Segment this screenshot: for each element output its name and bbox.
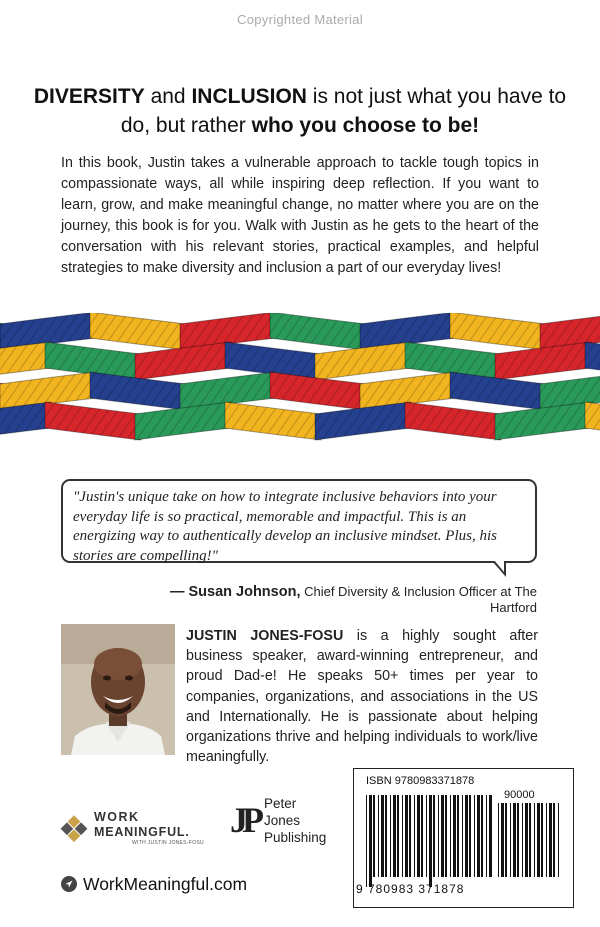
braided-rope-image — [0, 313, 600, 458]
barcode-bar — [397, 795, 399, 877]
barcode-bar — [414, 795, 415, 877]
barcode-bar — [426, 795, 427, 877]
intro-paragraph: In this book, Justin takes a vulnerable approach to tackle tough topics in compassionate ways, all while inspiring deep reflection. If you want to learn, grow, and make meaningful change, no matter where you are on the journey, this book is for you. Walk with Justin as he gets to the heart of the conversation with his relevant stories, practical examples, and helpful strategies to make diversity and inclusion a part of our everyday lives! — [61, 155, 539, 276]
website-link[interactable] — [61, 874, 247, 895]
barcode-bar — [546, 803, 547, 877]
barcode-bar — [381, 795, 384, 877]
publisher-logo — [230, 795, 345, 851]
barcode-bar — [553, 803, 555, 877]
braid-strand-texture — [585, 342, 600, 380]
publisher-line-2: Jones — [264, 813, 301, 828]
barcode-bar — [481, 795, 483, 877]
barcode-bar — [513, 803, 516, 877]
barcode-bar — [501, 803, 504, 877]
testimonial-attribution — [140, 584, 537, 615]
braid-strand-texture — [0, 402, 51, 440]
barcode-bar — [486, 795, 487, 877]
barcode-bar — [453, 795, 456, 877]
copyright-watermark: Copyrighted Material — [237, 12, 363, 27]
barcode-bar — [429, 795, 432, 887]
author-bio — [186, 626, 538, 767]
attribution-role: Chief Diversity & Inclusion Officer at The Hartford — [300, 584, 537, 615]
testimonial-text: "Justin's unique take on how to integrate inclusive behaviors into your everyday life is so practical, memorable and impactful. This is an energizing way to authentically develop an inclusive mindset. Plus, his stories are compelling!" — [73, 489, 497, 564]
barcode-bar — [378, 795, 379, 877]
publisher-line-1: Peter — [264, 796, 297, 811]
headline-and: and — [144, 85, 192, 108]
barcode-bar — [541, 803, 543, 877]
isbn-barcode — [353, 768, 574, 908]
barcode-bar — [462, 795, 463, 877]
attribution-dash: — — [169, 584, 189, 600]
headline-middle: is not just what you have to do, but rather — [120, 85, 567, 137]
braid-strand-texture — [585, 402, 600, 440]
barcode-bars-main — [366, 795, 494, 887]
barcode-bar — [417, 795, 420, 877]
author-name: JUSTIN JONES-FOSU — [186, 628, 344, 644]
barcode-bar — [549, 803, 552, 877]
barcode-bar — [522, 803, 523, 877]
headline — [30, 82, 570, 140]
headline-inclusion: INCLUSION — [191, 85, 307, 108]
author-portrait-icon — [61, 624, 175, 755]
barcode-bar — [474, 795, 475, 877]
barcode-bar — [510, 803, 511, 877]
barcode-bar — [517, 803, 519, 877]
headline-emphasis: who you choose to be! — [251, 114, 480, 137]
barcode-bars-addon — [498, 803, 562, 887]
barcode-bar — [465, 795, 468, 877]
barcode-bar — [469, 795, 471, 877]
barcode-bar — [390, 795, 391, 877]
barcode-bar — [433, 795, 435, 877]
barcode-bar — [445, 795, 447, 877]
barcode-bar — [385, 795, 387, 877]
testimonial-quote-box — [61, 479, 537, 563]
barcode-bar — [537, 803, 540, 877]
barcode-bar — [450, 795, 451, 877]
logo-tagline: WITH JUSTIN JONES-FOSU — [132, 840, 204, 846]
work-meaningful-logo — [60, 806, 210, 850]
headline-diversity: DIVERSITY — [33, 85, 145, 108]
author-bio-text: is a highly sought after business speaker, award-winning entrepreneur, and proud Dad-e! He speaks 50+ times per year to companies, organizations, and associations in the US and Internationally. He is passionate about helping organizations thrive and helping individuals to work/live meaningfully. — [186, 628, 538, 766]
barcode-bar — [366, 795, 367, 887]
barcode-bar — [505, 803, 507, 877]
barcode-bar — [369, 795, 372, 887]
quote-bubble-tail-inner — [494, 560, 504, 572]
isbn-label: ISBN 9780983371878 — [366, 775, 475, 787]
logo-meaningful-text: MEANINGFUL. — [94, 825, 190, 839]
barcode-bar — [402, 795, 403, 877]
barcode-bar — [373, 795, 375, 877]
publisher-mark-icon: JP — [230, 800, 258, 840]
website-url: WorkMeaningful.com — [83, 874, 248, 894]
barcode-bar — [409, 795, 411, 877]
publisher-line-3: Publishing — [264, 830, 327, 845]
barcode-bar — [438, 795, 439, 877]
barcode-bar — [489, 795, 492, 877]
logo-work-text: WORK — [94, 810, 140, 824]
barcode-bar — [558, 803, 559, 877]
barcode-bar — [529, 803, 531, 877]
braid-strand-texture — [0, 342, 51, 380]
barcode-digits: 9 780983 371878 — [356, 882, 465, 896]
barcode-bar — [441, 795, 444, 877]
publisher-name — [264, 795, 326, 846]
barcode-bar — [457, 795, 459, 877]
braid-svg — [0, 313, 600, 458]
barcode-bar — [421, 795, 423, 877]
location-pin-icon — [61, 876, 77, 892]
barcode-bar — [393, 795, 396, 877]
barcode-bar — [477, 795, 480, 877]
barcode-bar — [405, 795, 408, 877]
barcode-bar — [498, 803, 499, 877]
barcode-bar — [534, 803, 535, 877]
barcode-addon-number: 90000 — [504, 789, 535, 801]
barcode-bar — [525, 803, 528, 877]
attribution-author: Susan Johnson, — [188, 584, 301, 600]
author-photo — [61, 624, 175, 755]
